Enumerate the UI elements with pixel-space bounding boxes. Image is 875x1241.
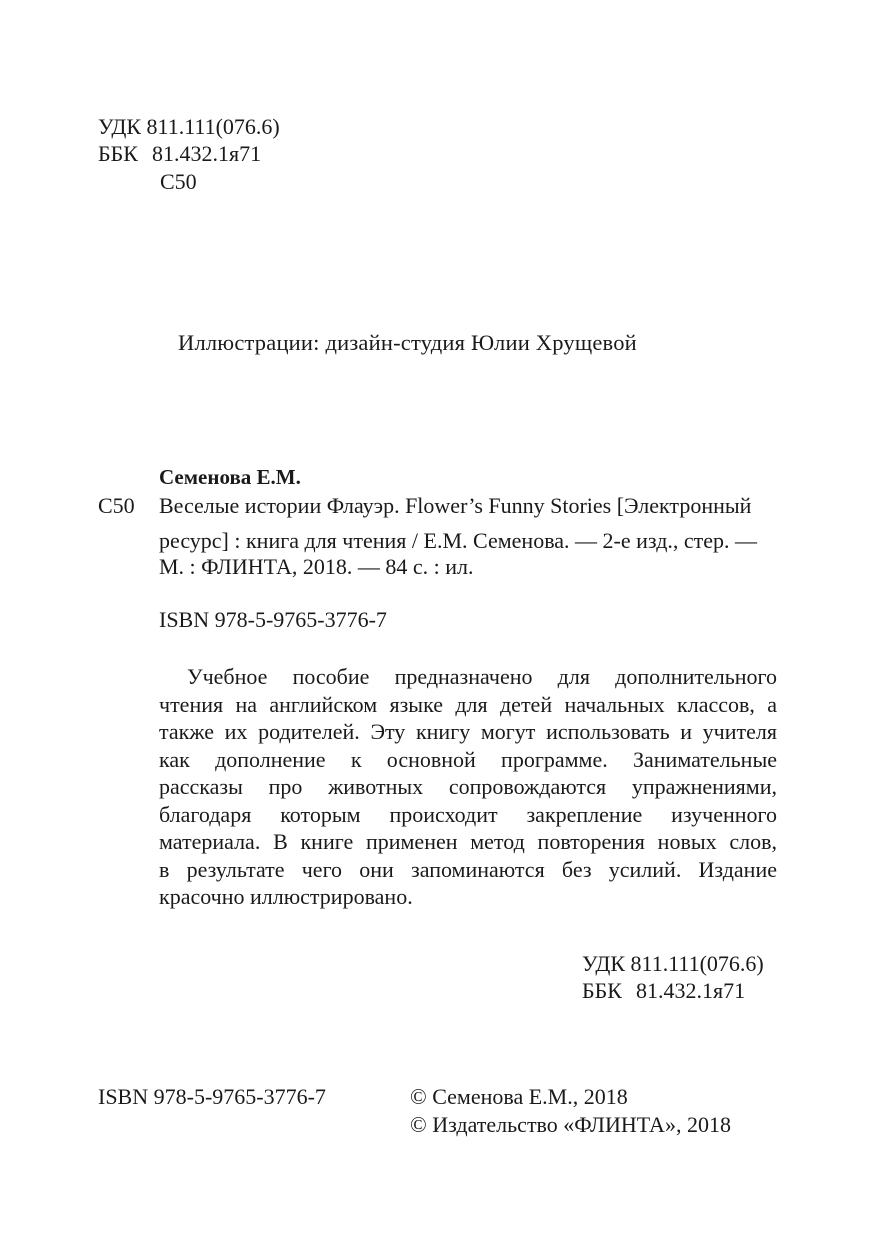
catalog-author: Семенова Е.М. xyxy=(159,465,301,489)
catalog-isbn: ISBN 978-5-9765-3776-7 xyxy=(159,607,387,632)
annotation-line: благодаря которым происходит закрепление изученного xyxy=(159,801,777,827)
top-udk-label: УДК xyxy=(98,114,142,139)
copyright-publisher: © Издательство «ФЛИНТА», 2018 xyxy=(410,1112,731,1137)
top-udk-value: 811.111(076.6) xyxy=(146,114,280,139)
footer-udk: УДК 811.111(076.6) xyxy=(582,951,764,976)
top-author-code: С50 xyxy=(160,169,197,194)
top-udk xyxy=(98,116,280,138)
copyright-author: © Семенова Е.М., 2018 xyxy=(410,1084,628,1109)
annotation-line: рассказы про животных сопровождаются упражнениями, xyxy=(159,774,777,799)
catalog-author-code: С50 xyxy=(98,493,135,518)
annotation-line: чтения на английском языке для детей начальных классов, а xyxy=(159,691,777,717)
annotation-line: также их родителей. Эту книгу могут использовать и учителя xyxy=(159,719,777,744)
annotation-line: в результате чего они запоминаются без усилий. Издание xyxy=(159,856,777,882)
annotation-line: как дополнение к основной программе. Занимательные xyxy=(159,746,777,772)
top-bbk-label: ББК xyxy=(98,141,138,166)
footer-bbk-label: ББК xyxy=(582,978,622,1003)
annotation-line: Учебное пособие предназначено для дополнительного xyxy=(187,664,777,689)
top-bbk-value: 81.432.1я71 xyxy=(151,141,262,166)
annotation-line: красочно иллюстрировано. xyxy=(159,884,413,909)
footer-bbk xyxy=(582,980,745,1002)
annotation-line: материала. В книге применен метод повторения новых слов, xyxy=(159,829,777,854)
footer-bbk-value: 81.432.1я71 xyxy=(635,978,746,1003)
illustrations-credit: Иллюстрации: дизайн-студия Юлии Хрущевой xyxy=(178,330,637,355)
top-bbk xyxy=(98,143,261,165)
annotation-paragraph xyxy=(159,663,777,911)
imprint-isbn: ISBN 978-5-9765-3776-7 xyxy=(98,1084,326,1109)
